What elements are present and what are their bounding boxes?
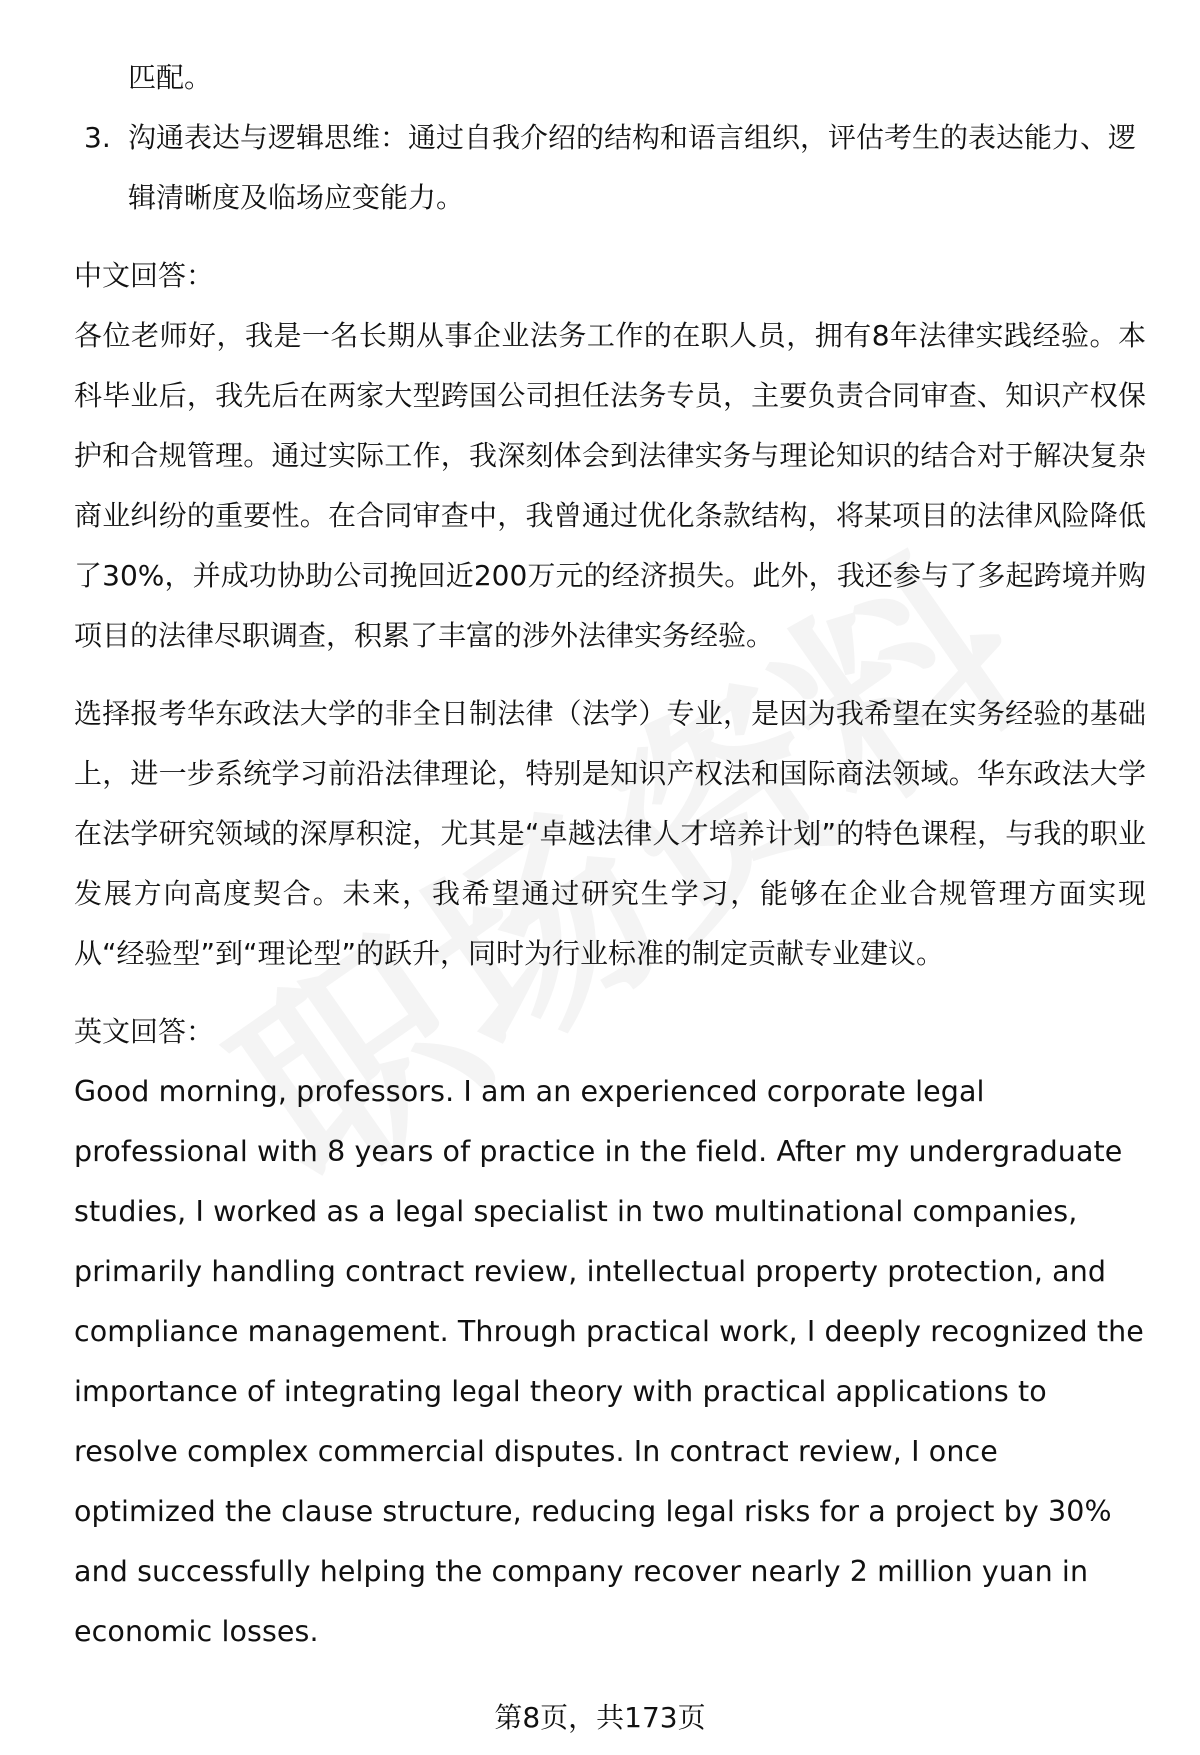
list-item-number: 3. — [84, 121, 111, 154]
chinese-answer-body — [74, 306, 1146, 984]
chinese-paragraph: 选择报考华东政法大学的非全日制法律（法学）专业，是因为我希望在实务经验的基础上，进一步系统学习前沿法律理论，特别是知识产权法和国际商法领域。华东政法大学在法学研究领域的深厚积淀，尤其是“卓越法律人才培养计划”的特色课程，与我的职业发展方向高度契合。未来，我希望通过研究生学习，能够在企业合规管理方面实现从“经验型”到“理论型”的跃升，同时为行业标准的制定贡献专业建议。 — [74, 697, 1146, 970]
list-item-text: 沟通表达与逻辑思维：通过自我介绍的结构和语言组织，评估考生的表达能力、逻辑清晰度及临场应变能力。 — [128, 121, 1137, 214]
english-paragraph: Good morning, professors. I am an experienced corporate legal professional with 8 years of practice in the field. After my undergraduate studies, I worked as a legal specialist in two multinational companies, primarily handling contract review, intellectual property protection, and compliance management. Through practical work, I deeply recognized the importance of integrating legal theory with practical applications to resolve complex commercial disputes. In contract review, I once optimized the clause structure, reducing legal risks for a project by 30% and successfully helping the company recover nearly 2 million yuan in economic losses. — [74, 1075, 1144, 1648]
page-footer: 第8页，共173页 — [494, 1701, 706, 1734]
chinese-paragraph: 各位老师好，我是一名长期从事企业法务工作的在职人员，拥有8年法律实践经验。本科毕业后，我先后在两家大型跨国公司担任法务专员，主要负责合同审查、知识产权保护和合规管理。通过实际工作，我深刻体会到法律实务与理论知识的结合对于解决复杂商业纠纷的重要性。在合同审查中，我曾通过优化条款结构，将某项目的法律风险降低了30%，并成功协助公司挽回近200万元的经济损失。此外，我还参与了多起跨境并购项目的法律尽职调查，积累了丰富的涉外法律实务经验。 — [74, 319, 1146, 652]
list-item — [74, 108, 1146, 228]
english-answer-label: 英文回答： — [74, 1015, 215, 1048]
document-page — [74, 48, 1146, 1662]
continuation-text: 匹配。 — [128, 61, 213, 94]
chinese-answer-label: 中文回答： — [74, 259, 215, 292]
